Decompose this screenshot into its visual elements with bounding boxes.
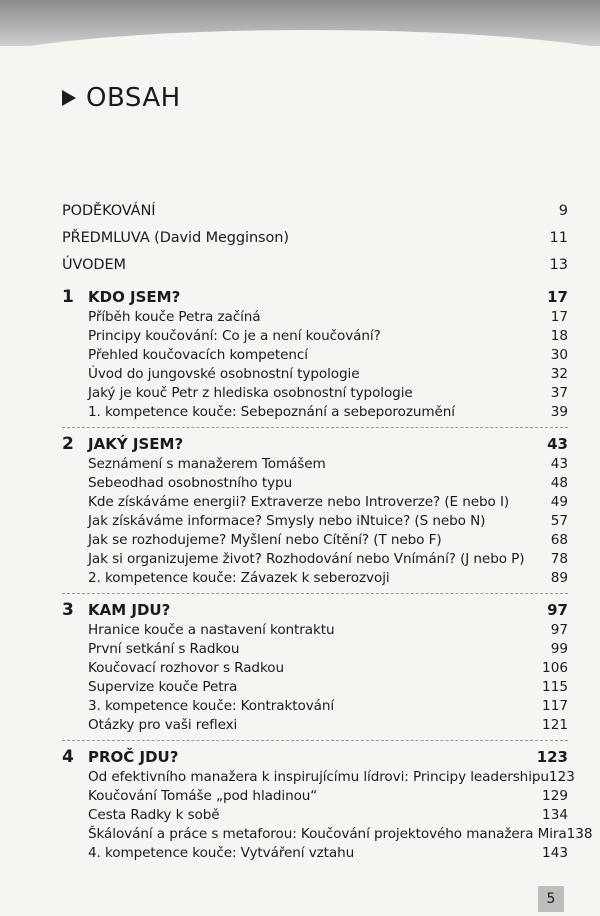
toc-item-label: Cesta Radky k sobě: [88, 807, 220, 823]
toc-item[interactable]: [62, 532, 568, 548]
toc-item-page: 99: [550, 641, 568, 657]
toc-item[interactable]: [62, 551, 568, 567]
toc-item-label: Jak se rozhodujeme? Myšlení nebo Cítění? (T nebo F): [88, 532, 442, 548]
toc-entry-podekovani[interactable]: [62, 203, 568, 219]
toc-item-page: 68: [550, 532, 568, 548]
chapter-divider: [62, 593, 568, 594]
toc-item[interactable]: [62, 641, 568, 657]
toc-heading-text: OBSAH: [86, 83, 181, 113]
chapter-page: 123: [536, 748, 568, 766]
toc-entry-label: ÚVODEM: [62, 257, 126, 273]
toc-item-page: 143: [542, 845, 568, 861]
chapter-number: 4: [62, 747, 74, 767]
toc-item[interactable]: [62, 826, 593, 842]
triangle-arrow-icon: [62, 90, 76, 106]
toc-item-label: 1. kompetence kouče: Sebepoznání a sebeporozumění: [88, 404, 455, 420]
toc-item-page: 123: [548, 769, 575, 785]
toc-item[interactable]: [62, 494, 568, 510]
chapter-title: PROČ JDU?: [88, 748, 179, 766]
toc-item-label: 4. kompetence kouče: Vytváření vztahu: [88, 845, 355, 861]
toc-item-page: 121: [542, 717, 568, 733]
chapter-title: KDO JSEM?: [88, 288, 181, 306]
toc-item-label: Jak získáváme informace? Smysly nebo iNtuice? (S nebo N): [88, 513, 486, 529]
toc-item[interactable]: [62, 456, 568, 472]
toc-item[interactable]: [62, 347, 568, 363]
chapter-number: 2: [62, 434, 74, 454]
toc-item-page: 37: [550, 385, 568, 401]
toc-item-page: 30: [550, 347, 568, 363]
toc-item-page: 32: [550, 366, 568, 382]
toc-item-label: Kde získáváme energii? Extraverze nebo Introverze? (E nebo I): [88, 494, 510, 510]
toc-item-label: Jak si organizujeme život? Rozhodování nebo Vnímání? (J nebo P): [88, 551, 525, 567]
toc-item-label: Supervize kouče Petra: [88, 679, 238, 695]
toc-entry-predmluva[interactable]: [62, 230, 568, 246]
toc-item-label: Hranice kouče a nastavení kontraktu: [88, 622, 335, 638]
chapter-page: 17: [547, 288, 568, 306]
chapter-3-heading[interactable]: [62, 600, 568, 620]
chapter-divider: [62, 740, 568, 741]
toc-item-label: Otázky pro vaši reflexi: [88, 717, 238, 733]
toc-item-page: 138: [566, 826, 593, 842]
toc-item[interactable]: [62, 570, 568, 586]
chapter-page: 43: [547, 435, 568, 453]
toc-item-label: Příběh kouče Petra začíná: [88, 309, 261, 325]
toc-item[interactable]: [62, 328, 568, 344]
toc-item-label: Úvod do jungovské osobnostní typologie: [88, 366, 360, 382]
toc-item-page: 17: [550, 309, 568, 325]
toc-item[interactable]: [62, 404, 568, 420]
toc-item-label: Od efektivního manažera k inspirujícímu lídrovi: Principy leadershipu: [88, 769, 549, 785]
toc-item-label: Přehled koučovacích kompetencí: [88, 347, 308, 363]
chapter-divider: [62, 427, 568, 428]
chapter-title: KAM JDU?: [88, 601, 171, 619]
toc-item-page: 97: [550, 622, 568, 638]
toc-item-page: 106: [542, 660, 568, 676]
toc-item-page: 117: [542, 698, 568, 714]
toc-item-page: 78: [550, 551, 568, 567]
toc-item-label: 2. kompetence kouče: Závazek k seberozvoji: [88, 570, 390, 586]
chapter-number: 1: [62, 287, 74, 307]
toc-item-label: 3. kompetence kouče: Kontraktování: [88, 698, 335, 714]
toc-item-label: Koučování Tomáše „pod hladinou“: [88, 788, 318, 804]
chapter-number: 3: [62, 600, 74, 620]
toc-item-label: První setkání s Radkou: [88, 641, 240, 657]
toc-item-page: 115: [542, 679, 568, 695]
toc-item-page: 18: [550, 328, 568, 344]
toc-item[interactable]: [62, 717, 568, 733]
toc-item[interactable]: [62, 513, 568, 529]
toc-item-label: Škálování a práce s metaforou: Koučování projektového manažera Mira: [88, 826, 567, 842]
page-number: 5: [538, 886, 564, 912]
toc-item[interactable]: [62, 679, 568, 695]
toc-item-page: 57: [550, 513, 568, 529]
toc-item[interactable]: [62, 769, 575, 785]
toc-item-label: Jaký je kouč Petr z hlediska osobnostní typologie: [88, 385, 413, 401]
toc-item[interactable]: [62, 845, 568, 861]
toc-item[interactable]: [62, 622, 568, 638]
toc-entry-label: PŘEDMLUVA (David Megginson): [62, 230, 289, 246]
toc-item[interactable]: [62, 366, 568, 382]
chapter-2-heading[interactable]: [62, 434, 568, 454]
toc-item[interactable]: [62, 309, 568, 325]
toc-entry-label: PODĚKOVÁNÍ: [62, 203, 156, 219]
toc-item[interactable]: [62, 807, 568, 823]
toc-item-label: Sebeodhad osobnostního typu: [88, 475, 293, 491]
toc-item[interactable]: [62, 475, 568, 491]
toc-entry-uvodem[interactable]: [62, 257, 568, 273]
toc-item-page: 48: [550, 475, 568, 491]
toc-item-label: Principy koučování: Co je a není koučování?: [88, 328, 381, 344]
toc-item-page: 134: [542, 807, 568, 823]
toc-item-page: 39: [550, 404, 568, 420]
toc-item-page: 43: [550, 456, 568, 472]
toc-item[interactable]: [62, 660, 568, 676]
toc-entry-page: 11: [549, 230, 568, 246]
toc-item-page: 49: [550, 494, 568, 510]
toc-entry-page: 13: [549, 257, 568, 273]
chapter-title: JAKÝ JSEM?: [88, 435, 184, 453]
toc-item[interactable]: [62, 385, 568, 401]
toc-item-page: 89: [550, 570, 568, 586]
chapter-4-heading[interactable]: [62, 747, 568, 767]
toc-heading: [62, 80, 181, 116]
toc-item-label: Koučovací rozhovor s Radkou: [88, 660, 284, 676]
toc-item[interactable]: [62, 788, 568, 804]
toc-entry-page: 9: [558, 203, 568, 219]
toc-item[interactable]: [62, 698, 568, 714]
toc-item-label: Seznámení s manažerem Tomášem: [88, 456, 326, 472]
chapter-1-heading[interactable]: [62, 287, 568, 307]
chapter-page: 97: [547, 601, 568, 619]
toc-item-page: 129: [542, 788, 568, 804]
